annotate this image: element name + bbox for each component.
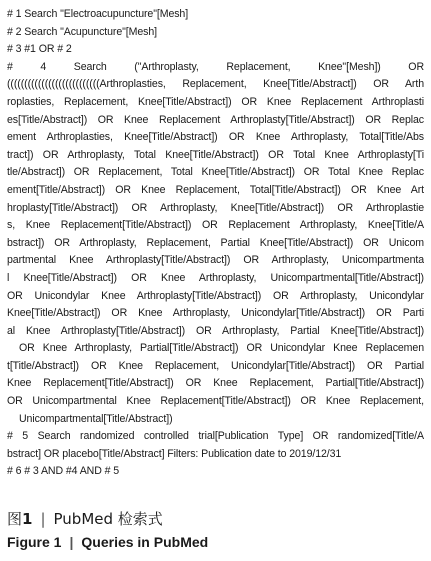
query-line: Unicompartmental[Title/Abstract]) (19, 412, 173, 425)
figure-caption-chinese (7, 508, 163, 529)
caption-label: 图 (7, 510, 23, 528)
query-line: (((((((((((((((((((((((((((Arthroplasties, Replacement, Knee[Title/Abstract]) OR Arth (7, 78, 424, 91)
caption-number: 1 (53, 534, 62, 550)
query-line: s, Knee Replacement[Title/Abstract]) OR Replacement Arthroplasty, Knee[Title/A (7, 219, 424, 232)
caption-number: 1 (22, 510, 33, 528)
query-line: es[Title/Abstract]) OR Knee Replacement Arthroplasty[Title/Abstract]) OR Replac (7, 113, 424, 126)
query-line: # 1 Search "Electroacupuncture"[Mesh] (7, 8, 189, 20)
query-line: OR Unicompartmental Knee Replacement[Title/Abstract]) OR Knee Replacement, (7, 395, 424, 408)
query-line: roplasties, Replacement, Knee[Title/Abstract]) OR Knee Replacement Arthroplasti (7, 95, 424, 108)
caption-text: Queries in PubMed (81, 534, 209, 550)
query-line: tle/Abstract]) OR Replacement, Total Knee[Title/Abstract]) OR Total Knee Replac (7, 166, 424, 179)
query-line: ement[Title/Abstract]) OR Knee Replacement, Total[Title/Abstract]) OR Knee Art (7, 183, 424, 196)
query-line: Knee Replacement[Title/Abstract]) OR Knee Replacement, Partial[Title/Abstract]) (7, 377, 424, 390)
query-line: # 2 Search "Acupuncture"[Mesh] (7, 25, 157, 38)
query-line: # 6 # 3 AND #4 AND # 5 (7, 465, 120, 478)
query-line: ement Arthroplasties, Knee[Title/Abstract]) OR Knee Arthroplasty, Total[Title/Abs (7, 131, 424, 144)
query-line: l Knee[Title/Abstract]) OR Knee Arthroplasty, Unicompartmental[Title/Abstract]) (7, 271, 424, 284)
query-line: t[Title/Abstract]) OR Knee Replacement, Unicondylar[Title/Abstract]) OR Partial (7, 359, 424, 372)
search-query-block (7, 6, 424, 481)
caption-separator: | (40, 510, 46, 528)
query-line: OR Knee Arthroplasty, Partial[Title/Abstract]) OR Unicondylar Knee Replacemen (19, 342, 424, 355)
query-line: # 5 Search randomized controlled trial[Publication Type] OR randomized[Title/A (7, 430, 424, 443)
query-line: OR Unicondylar Knee Arthroplasty[Title/Abstract]) OR Arthroplasty, Unicondylar (7, 289, 424, 302)
caption-separator: | (69, 534, 74, 550)
query-line: bstract] OR placebo[Title/Abstract] Filters: Publication date to 2019/12/31 (7, 447, 342, 460)
query-line: partmental Knee Arthroplasty[Title/Abstract]) OR Arthroplasty, Unicompartmenta (7, 254, 424, 267)
query-line: # 4 Search ("Arthroplasty, Replacement, Knee"[Mesh]) OR (7, 60, 424, 73)
query-line: # 3 #1 OR # 2 (7, 43, 72, 56)
query-line: bstract]) OR Arthroplasty, Replacement, Partial Knee[Title/Abstract]) OR Unicom (7, 236, 424, 249)
query-line: Knee[Title/Abstract]) OR Knee Arthroplasty, Unicondylar[Title/Abstract]) OR Parti (7, 307, 424, 320)
caption-text: PubMed 检索式 (53, 510, 163, 528)
query-line: al Knee Arthroplasty[Title/Abstract]) OR Arthroplasty, Partial Knee[Title/Abstract]) (7, 324, 424, 337)
caption-label: Figure (7, 534, 50, 550)
query-line: hroplasty[Title/Abstract]) OR Arthroplasty, Knee[Title/Abstract]) OR Arthroplastie (7, 201, 424, 214)
figure-caption-english (7, 534, 208, 550)
query-line: tract]) OR Arthroplasty, Total Knee[Title/Abstract]) OR Total Knee Arthroplasty[Ti (7, 148, 424, 161)
